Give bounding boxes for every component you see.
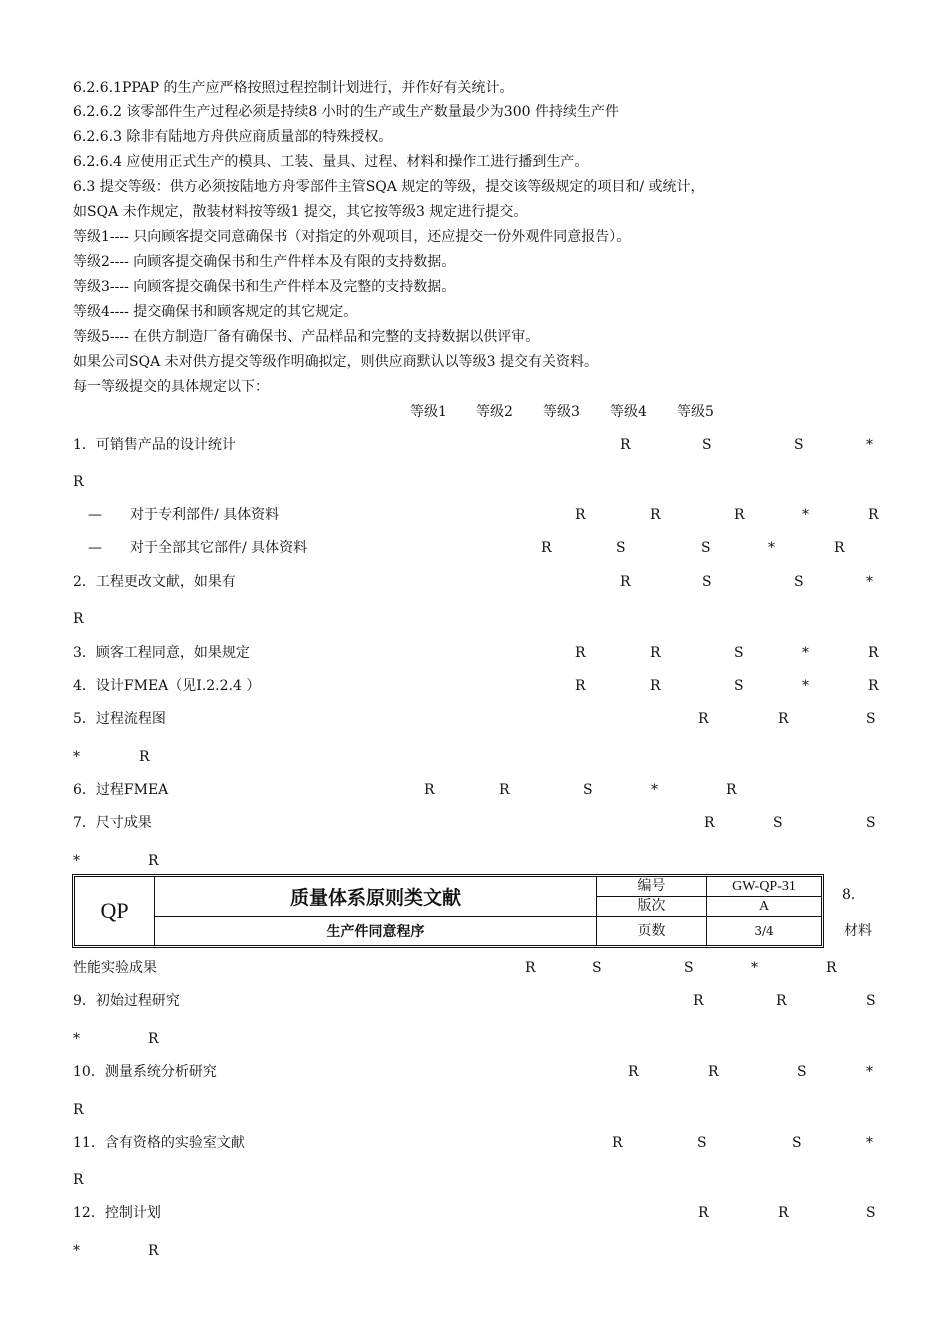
level-mark: R (73, 611, 84, 627)
version-label: 版次 (597, 897, 707, 917)
intro-line: 6.2.6.2 该零部件生产过程必须是持续8 小时的生产或生产数量最少为300 件持续生产件 (73, 104, 619, 120)
page-value: 3/4 (754, 924, 774, 938)
doc-title: 质量体系原则类文献 (155, 877, 597, 917)
level-mark: * (651, 782, 658, 798)
level-mark: R (826, 960, 837, 976)
intro-line: 每一等级提交的具体规定以下： (73, 379, 269, 395)
item-label: 12．控制计划 (73, 1205, 161, 1221)
level-mark: R (148, 853, 159, 869)
item-label: 7．尺寸成果 (73, 815, 152, 831)
level-mark: S (592, 960, 602, 976)
level-mark: * (768, 540, 775, 556)
item-label: 2．工程更改文献，如果有 (73, 574, 236, 590)
level-mark: * (73, 1031, 80, 1047)
level-desc: 等级4---- 提交确保书和顾客规定的其它规定。 (73, 304, 358, 320)
level-mark: * (802, 645, 809, 661)
level-mark: R (704, 815, 715, 831)
item-label: 3．顾客工程同意，如果规定 (73, 645, 250, 661)
intro-line: 6.3 提交等级：供方必须按陆地方舟零部件主管SQA 规定的等级，提交该等级规定的项目和/ 或统计， (73, 179, 705, 195)
level-mark: R (726, 782, 737, 798)
level-desc: 等级3---- 向顾客提交确保书和生产件样本及完整的支持数据。 (73, 279, 456, 295)
level-mark: R (73, 1172, 84, 1188)
level-mark: R (650, 507, 661, 523)
item-label: 11．含有资格的实验室文献 (73, 1135, 245, 1151)
code-label: 编号 (597, 877, 707, 897)
item-label: 5．过程流程图 (73, 711, 166, 727)
item-label: 4．设计FMEA（见I.2.2.4 ） (73, 678, 261, 694)
level-mark: R (612, 1135, 623, 1151)
level-mark: R (868, 678, 879, 694)
level-mark: S (734, 678, 744, 694)
intro-line: 6.2.6.4 应使用正式生产的模具、工装、量具、过程、材料和操作工进行播到生产。 (73, 154, 589, 170)
level-desc: 等级1---- 只向顾客提交同意确保书（对指定的外观项目，还应提交一份外观件同意报告）。 (73, 229, 631, 245)
level-header: 等级1 (410, 404, 447, 420)
level-header: 等级5 (677, 404, 714, 420)
level-mark: S (583, 782, 593, 798)
level-mark: S (797, 1064, 807, 1080)
level-mark: * (802, 678, 809, 694)
level-mark: S (792, 1135, 802, 1151)
procedure-title: 生产件同意程序 (155, 917, 597, 945)
level-mark: R (650, 645, 661, 661)
level-mark: S (866, 815, 876, 831)
level-desc: 等级5---- 在供方制造厂备有确保书、产品样品和完整的支持数据以供评审。 (73, 329, 540, 345)
level-mark: R (650, 678, 661, 694)
doc-logo: QP (75, 877, 155, 945)
level-mark: R (148, 1031, 159, 1047)
level-mark: S (734, 645, 744, 661)
document-header-box (72, 874, 824, 948)
level-mark: S (866, 1205, 876, 1221)
level-mark: S (702, 437, 712, 453)
level-mark: R (693, 993, 704, 1009)
level-mark: R (575, 645, 586, 661)
level-mark: R (424, 782, 435, 798)
code-value: GW-QP-31 (707, 877, 821, 897)
level-mark: R (620, 437, 631, 453)
level-mark: R (778, 1205, 789, 1221)
level-mark: * (73, 853, 80, 869)
item-label: 性能实验成果 (73, 960, 157, 976)
level-mark: * (73, 749, 80, 765)
level-mark: S (697, 1135, 707, 1151)
level-mark: R (698, 711, 709, 727)
level-mark: R (73, 474, 84, 490)
level-mark: S (773, 815, 783, 831)
level-mark: * (866, 1064, 873, 1080)
level-mark: R (734, 507, 745, 523)
level-mark: R (834, 540, 845, 556)
item-label: — 对于专利部件/ 具体资料 (88, 507, 280, 523)
level-mark: S (616, 540, 626, 556)
level-mark: R (575, 507, 586, 523)
item-label: 材料 (844, 923, 872, 939)
level-mark: S (684, 960, 694, 976)
level-mark: R (708, 1064, 719, 1080)
level-mark: R (525, 960, 536, 976)
item-number: 8． (842, 887, 865, 903)
level-mark: S (866, 711, 876, 727)
level-mark: R (73, 1102, 84, 1118)
level-mark: S (702, 574, 712, 590)
level-mark: * (866, 574, 873, 590)
level-mark: * (73, 1243, 80, 1259)
level-mark: R (541, 540, 552, 556)
level-mark: S (794, 574, 804, 590)
level-header: 等级4 (610, 404, 647, 420)
level-desc: 等级2---- 向顾客提交确保书和生产件样本及有限的支持数据。 (73, 254, 456, 270)
level-mark: S (866, 993, 876, 1009)
level-mark: * (866, 1135, 873, 1151)
level-mark: S (701, 540, 711, 556)
level-header: 等级3 (543, 404, 580, 420)
level-mark: * (802, 507, 809, 523)
level-mark: R (776, 993, 787, 1009)
intro-line: 如SQA 未作规定，散装材料按等级1 提交，其它按等级3 规定进行提交。 (73, 204, 528, 220)
level-mark: R (575, 678, 586, 694)
intro-line: 6.2.6.3 除非有陆地方舟供应商质量部的特殊授权。 (73, 129, 393, 145)
item-label: — 对于全部其它部件/ 具体资料 (88, 540, 308, 556)
level-mark: R (499, 782, 510, 798)
level-mark: R (868, 645, 879, 661)
intro-line: 6.2.6.1PPAP 的生产应严格按照过程控制计划进行，并作好有关统计。 (73, 80, 514, 96)
level-mark: R (868, 507, 879, 523)
intro-line: 如果公司SQA 未对供方提交等级作明确拟定，则供应商默认以等级3 提交有关资料。 (73, 354, 598, 370)
level-mark: R (698, 1205, 709, 1221)
level-mark: R (139, 749, 150, 765)
level-mark: * (866, 437, 873, 453)
level-mark: R (778, 711, 789, 727)
level-header: 等级2 (476, 404, 513, 420)
page-label: 页数 (597, 917, 707, 945)
level-mark: * (751, 960, 758, 976)
item-label: 1．可销售产品的设计统计 (73, 437, 236, 453)
item-label: 9．初始过程研究 (73, 993, 180, 1009)
level-mark: R (148, 1243, 159, 1259)
version-value: A (707, 897, 821, 917)
level-mark: R (628, 1064, 639, 1080)
level-mark: S (794, 437, 804, 453)
level-mark: R (620, 574, 631, 590)
item-label: 10．测量系统分析研究 (73, 1064, 217, 1080)
item-label: 6．过程FMEA (73, 782, 169, 798)
